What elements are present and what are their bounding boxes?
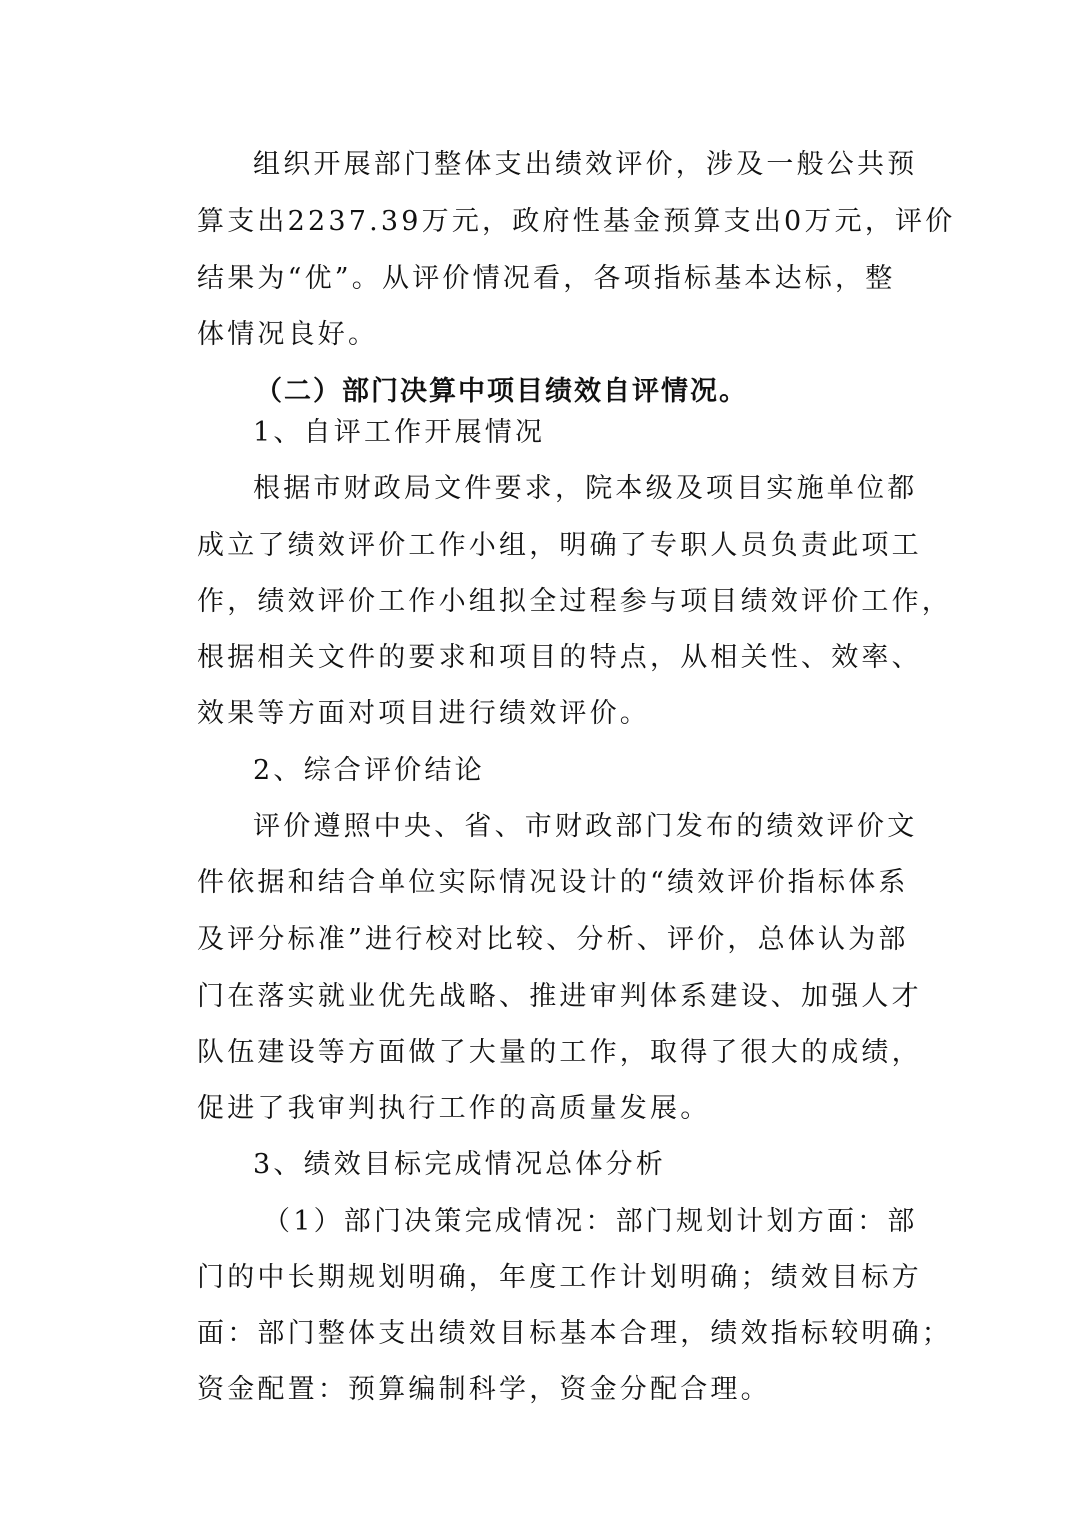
paragraph-line: 件依据和结合单位实际情况设计的“绩效评价指标体系	[197, 867, 909, 898]
paragraph-line: 面：部门整体支出绩效目标基本合理，绩效指标较明确；	[197, 1318, 952, 1349]
paragraph-line: 根据市财政局文件要求，院本级及项目实施单位都	[253, 473, 918, 504]
subsection-heading: 1、自评工作开展情况	[253, 417, 546, 448]
paragraph-line: 及评分标准”进行校对比较、分析、评价，总体认为部	[197, 924, 909, 955]
paragraph-line: 门在落实就业优先战略、推进审判体系建设、加强人才	[197, 981, 922, 1012]
paragraph-line: 资金配置：预算编制科学，资金分配合理。	[197, 1374, 771, 1405]
paragraph-line: 作，绩效评价工作小组拟全过程参与项目绩效评价工作，	[197, 586, 952, 617]
paragraph-line: 组织开展部门整体支出绩效评价，涉及一般公共预	[253, 149, 918, 180]
paragraph-line: 效果等方面对项目进行绩效评价。	[197, 698, 650, 729]
paragraph-line: 算支出2237.39万元，政府性基金预算支出0万元，评价	[197, 206, 956, 237]
subsection-heading: 3、绩效目标完成情况总体分析	[253, 1149, 666, 1180]
paragraph-line: 促进了我审判执行工作的高质量发展。	[197, 1093, 711, 1124]
paragraph-line: （1）部门决策完成情况：部门规划计划方面：部	[263, 1206, 918, 1237]
paragraph-line: 成立了绩效评价工作小组，明确了专职人员负责此项工	[197, 530, 922, 561]
paragraph-line: 队伍建设等方面做了大量的工作，取得了很大的成绩，	[197, 1037, 922, 1068]
paragraph-line: 根据相关文件的要求和项目的特点，从相关性、效率、	[197, 642, 922, 673]
section-heading: （二）部门决算中项目绩效自评情况。	[255, 376, 748, 407]
paragraph-line: 结果为“优”。从评价情况看，各项指标基本达标，整	[197, 263, 896, 294]
paragraph-line: 体情况良好。	[197, 319, 379, 350]
paragraph-line: 评价遵照中央、省、市财政部门发布的绩效评价文	[253, 811, 918, 842]
subsection-heading: 2、综合评价结论	[253, 755, 485, 786]
paragraph-line: 门的中长期规划明确，年度工作计划明确；绩效目标方	[197, 1262, 922, 1293]
